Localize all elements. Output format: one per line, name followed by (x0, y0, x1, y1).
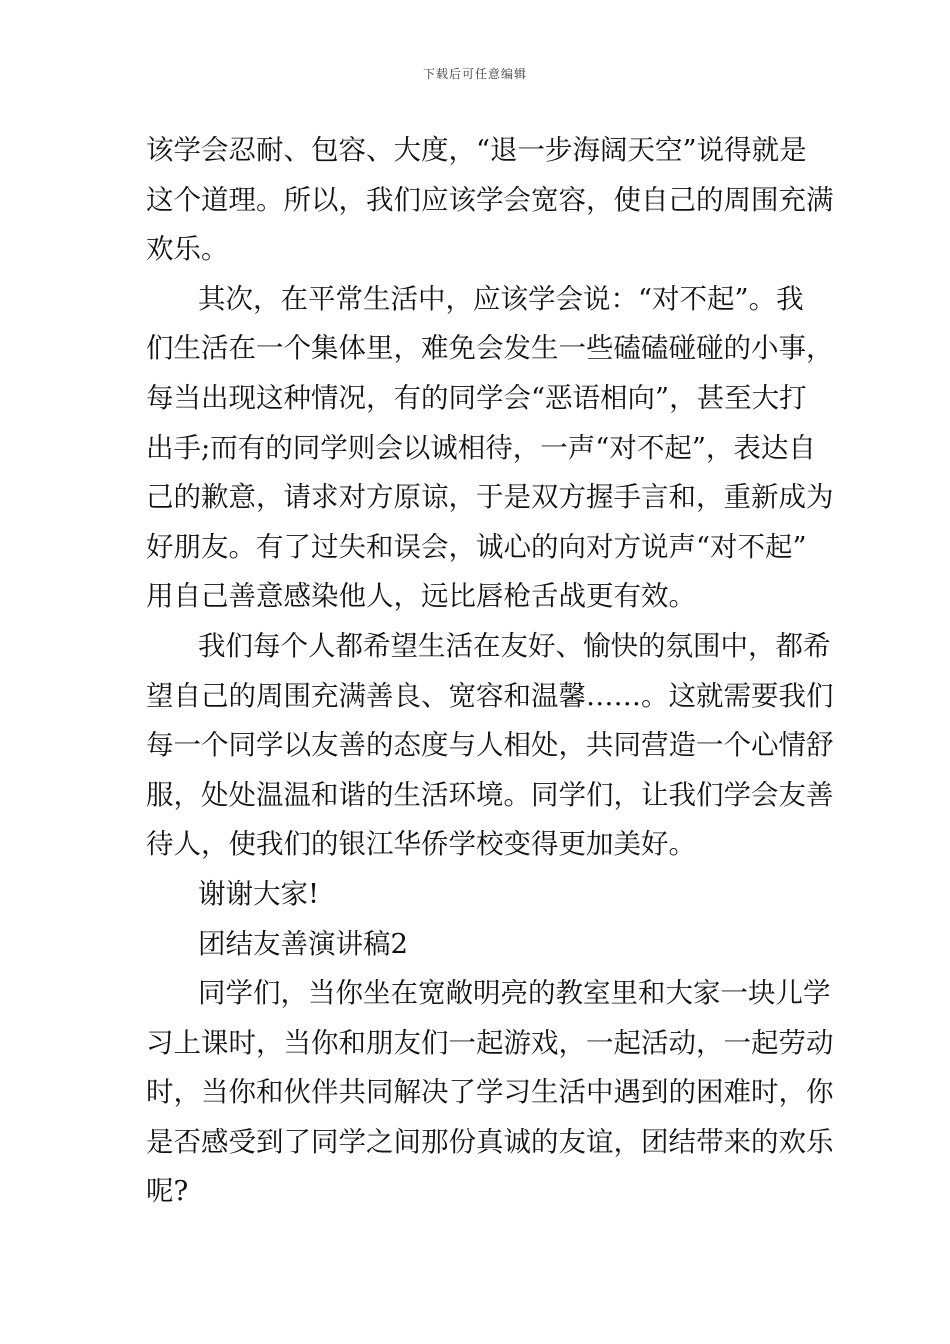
text-line: 服，处处温温和谐的生活环境。同学们，让我们学会友善 (146, 778, 834, 811)
page-header: 下载后可任意编辑 (422, 67, 527, 81)
text-line: 这个道理。所以，我们应该学会宽容，使自己的周围充满 (146, 183, 834, 216)
text-line: 每当出现这种情况，有的同学会“恶语相向”，甚至大打 (146, 381, 807, 414)
text-line: 望自己的周围充满善良、宽容和温馨……。这就需要我们 (146, 679, 834, 712)
text-line: 己的歉意，请求对方原谅，于是双方握手言和，重新成为 (146, 481, 834, 514)
text-line: 好朋友。有了过失和误会，诚心的向对方说声“对不起” (146, 530, 807, 563)
text-line: 同学们，当你坐在宽敞明亮的教室里和大家一块儿学 (198, 977, 831, 1010)
text-line: 待人，使我们的银江华侨学校变得更加美好。 (146, 828, 696, 861)
text-line: 我们每个人都希望生活在友好、愉快的氛围中，都希 (198, 629, 831, 662)
text-line: 是否感受到了同学之间那份真诚的友谊，团结带来的欢乐 (146, 1125, 834, 1158)
text-line: 们生活在一个集体里，难免会发生一些磕磕碰碰的小事， (146, 332, 834, 365)
text-line: 每一个同学以友善的态度与人相处，共同营造一个心情舒 (146, 729, 834, 762)
text-line: 出手;而有的同学则会以诚相待，一声“对不起”，表达自 (146, 431, 816, 464)
text-line: 呢? (146, 1175, 189, 1208)
text-line: 该学会忍耐、包容、大度，“退一步海阔天空”说得就是 (146, 134, 807, 166)
text-line: 用自己善意感染他人，远比唇枪舌战更有效。 (146, 580, 696, 613)
text-line: 谢谢大家! (198, 877, 320, 910)
section-title: 团结友善演讲稿2 (198, 927, 408, 960)
text-line: 习上课时，当你和朋友们一起游戏，一起活动，一起劳动 (146, 1026, 834, 1059)
text-line: 其次，在平常生活中，应该学会说：“对不起”。我 (198, 282, 804, 315)
text-line: 欢乐。 (146, 233, 229, 266)
text-line: 时，当你和伙伴共同解决了学习生活中遇到的困难时，你 (146, 1076, 834, 1109)
document-body (146, 126, 834, 1217)
